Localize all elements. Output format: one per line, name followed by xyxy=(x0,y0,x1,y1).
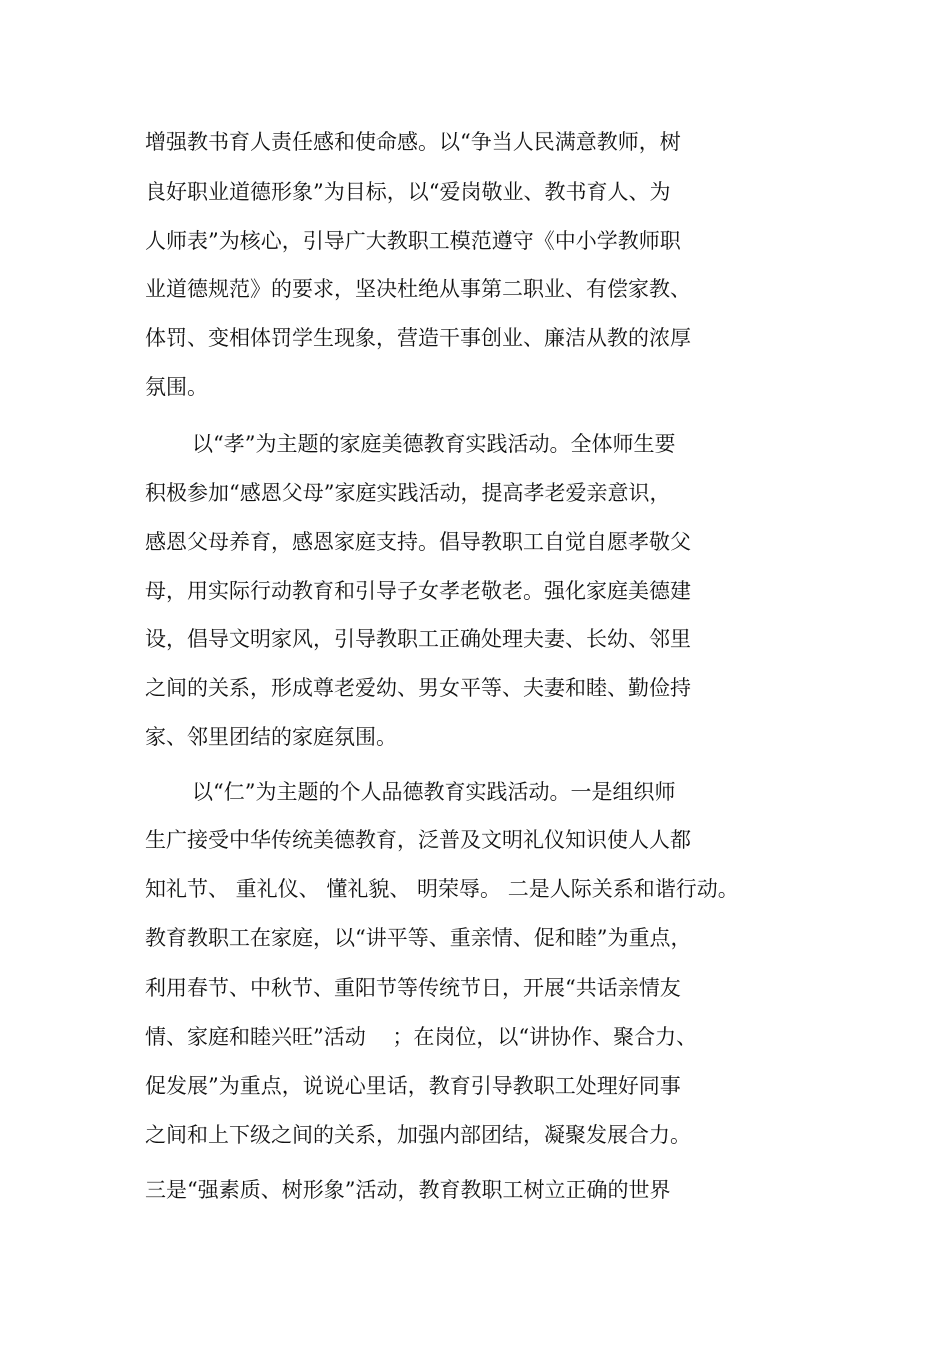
text-line: 体罚、变相体罚学生现象，营造干事创业、廉洁从教的浓厚 xyxy=(145,326,691,350)
text-line: 教育教职工在家庭，以“讲平等、重亲情、促和睦”为重点， xyxy=(145,926,692,950)
text-line: 家、邻里团结的家庭氛围。 xyxy=(145,725,397,749)
text-line: 增强教书育人责任感和使命感。以“争当人民满意教师，树 xyxy=(145,130,681,154)
text-line: 设，倡导文明家风，引导教职工正确处理夫妻、长幼、邻里 xyxy=(145,627,691,651)
text-line: 积极参加“感恩父母”家庭实践活动，提高孝老爱亲意识， xyxy=(145,481,671,505)
text-line: 生广接受中华传统美德教育，泛普及文明礼仪知识使人人都 xyxy=(145,828,691,852)
text-line: 情、家庭和睦兴旺”活动 ；在岗位，以“讲协作、聚合力、 xyxy=(145,1025,698,1049)
text-line: 利用春节、中秋节、重阳节等传统节日，开展“共话亲情友 xyxy=(145,976,681,1000)
text-line: 三是“强素质、树形象”活动，教育教职工树立正确的世界 xyxy=(145,1178,671,1202)
text-line: 母，用实际行动教育和引导子女孝老敬老。强化家庭美德建 xyxy=(145,579,691,603)
text-line: 感恩父母养育，感恩家庭支持。倡导教职工自觉自愿孝敬父 xyxy=(145,530,691,554)
text-line: 之间和上下级之间的关系，加强内部团结，凝聚发展合力。 xyxy=(145,1123,691,1147)
text-line: 人师表”为核心，引导广大教职工模范遵守《中小学教师职 xyxy=(145,229,681,253)
text-line: 知礼节、 重礼仪、 懂礼貌、 明荣辱。 二是人际关系和谐行动。 xyxy=(145,877,739,901)
text-line: 业道德规范》的要求，坚决杜绝从事第二职业、有偿家教、 xyxy=(145,277,691,301)
paragraph-first-line: 以“仁”为主题的个人品德教育实践活动。一是组织师 xyxy=(192,780,676,804)
text-line: 氛围。 xyxy=(145,375,208,399)
text-line: 之间的关系，形成尊老爱幼、男女平等、夫妻和睦、勤俭持 xyxy=(145,676,691,700)
text-line: 促发展”为重点，说说心里话，教育引导教职工处理好同事 xyxy=(145,1074,681,1098)
text-line: 良好职业道德形象”为目标，以“爱岗敬业、教书育人、为 xyxy=(145,180,671,204)
paragraph-first-line: 以“孝”为主题的家庭美德教育实践活动。全体师生要 xyxy=(192,432,676,456)
